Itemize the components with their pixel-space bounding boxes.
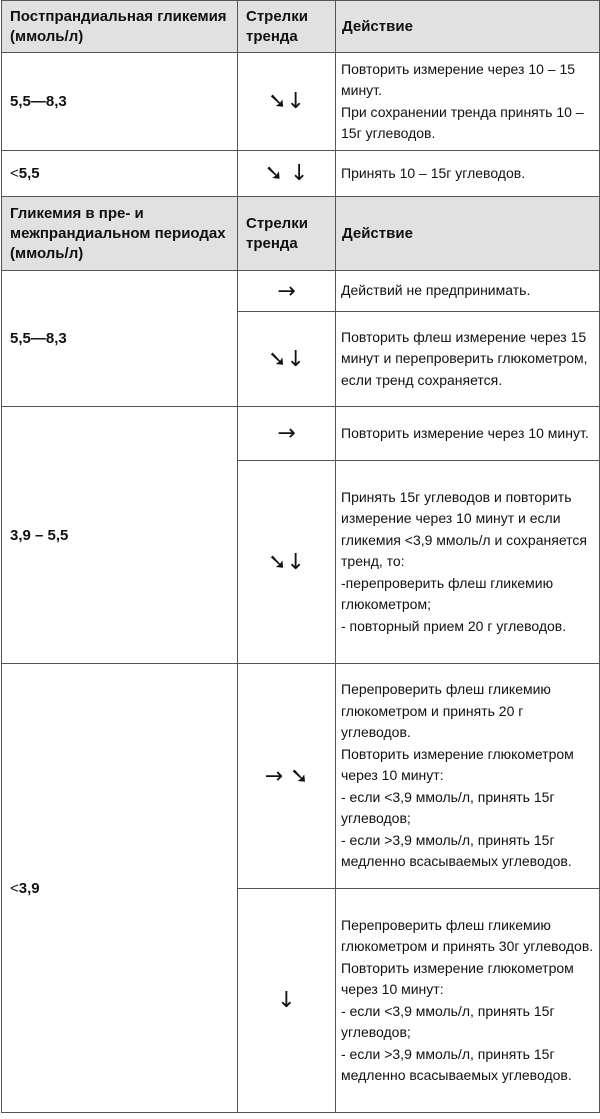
glycemia-value: 5,5—8,3 (2, 53, 238, 151)
action-text: Повторить флеш измерение через 15 минут и перепроверить глюкометром, если тренд сохраняется. (336, 312, 600, 407)
action-text: Принять 15г углеводов и повторить измерение через 10 минут и если гликемия <3,9 ммоль/л и сохраняется тренд, то: -перепроверить флеш гликемию глюкометром; - повторный прием 20 г углеводов. (336, 461, 600, 664)
table-row (2, 271, 600, 312)
glycemia-action-table (1, 0, 600, 1113)
less-than-symbol: < (10, 879, 19, 897)
action-text: Действий не предпринимать. (336, 271, 600, 312)
trend-arrows: ➘ ↓ (238, 151, 336, 197)
table-row (2, 53, 600, 151)
glycemia-value: <3,9 (2, 664, 238, 1113)
less-than-symbol: < (10, 165, 19, 182)
trend-arrows: → (238, 271, 336, 312)
header-trend-arrows: Стрелки тренда (238, 197, 336, 271)
action-text: Повторить измерение через 10 – 15 минут. При сохранении тренда принять 10 – 15г углеводов. (336, 53, 600, 151)
trend-arrows: ➘↓ (238, 53, 336, 151)
action-text: Перепроверить флеш гликемию глюкометром и принять 20 г углеводов. Повторить измерение глюкометром через 10 минут: - если <3,9 ммоль/л, принять 15г углеводов; - если >3,9 ммоль/л, принять 15г медленно всасываемых углеводов. (336, 664, 600, 889)
glycemia-value: 5,5—8,3 (2, 271, 238, 407)
trend-arrows: ➘↓ (238, 461, 336, 664)
table-row (2, 151, 600, 197)
header-postprandial-glycemia: Постпрандиальная гликемия (ммоль/л) (2, 1, 238, 53)
trend-arrows: ➘↓ (238, 312, 336, 407)
trend-arrows: → ➘ (238, 664, 336, 889)
header-action: Действие (336, 1, 600, 53)
action-text: Перепроверить флеш гликемию глюкометром и принять 30г углеводов. Повторить измерение глюкометром через 10 минут: - если <3,9 ммоль/л, принять 15г углеводов; - если >3,9 ммоль/л, принять 15г медленно всасываемых углеводов. (336, 889, 600, 1113)
trend-arrows: → (238, 407, 336, 461)
header-action: Действие (336, 197, 600, 271)
action-text: Принять 10 – 15г углеводов. (336, 151, 600, 197)
table-row (2, 664, 600, 889)
trend-arrows: ↓ (238, 889, 336, 1113)
header-preprandial-glycemia: Гликемия в пре- и межпрандиальном периодах (ммоль/л) (2, 197, 238, 271)
header-row-preprandial (2, 197, 600, 271)
header-row-postprandial (2, 1, 600, 53)
header-trend-arrows: Стрелки тренда (238, 1, 336, 53)
table-row (2, 407, 600, 461)
action-text: Повторить измерение через 10 минут. (336, 407, 600, 461)
glycemia-value: <5,5 (2, 151, 238, 197)
glycemia-value: 3,9 – 5,5 (2, 407, 238, 664)
